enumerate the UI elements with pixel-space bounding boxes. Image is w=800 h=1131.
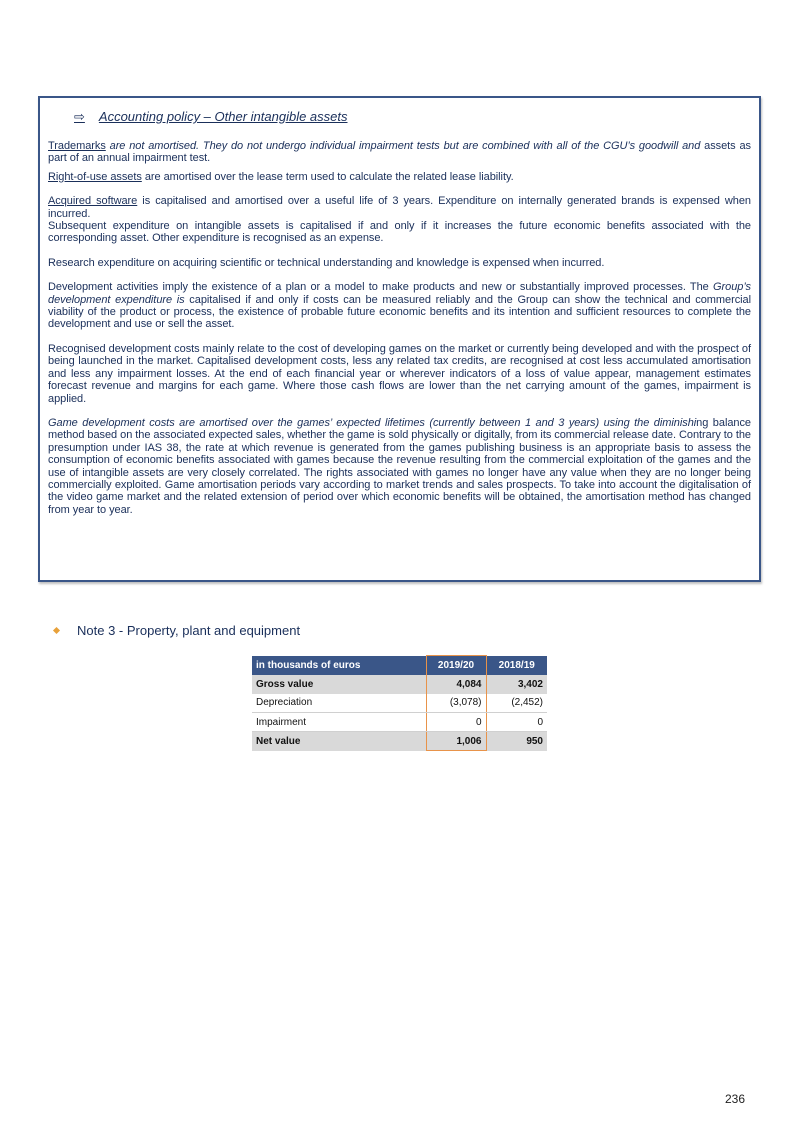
table-row (252, 675, 547, 694)
row-value-2019-20: 4,084 (426, 675, 486, 694)
row-value-2018-19: 0 (486, 713, 547, 732)
trademarks-paragraph (48, 140, 751, 165)
note3-heading (50, 623, 300, 638)
amortisation-rest-text: ng balance method based on the associated expected sales, whether the game is sold physically or digitally, from its commercial release date. Contrary to the presumption under IAS 38, the rate at which revenue is generated from the games publishing business is an appropriate basis to assess the consumption of economic benefits associated with games because the revenue resulting from the commercial exploitation of the games and the use of intangible assets are very closely correlated. The rights associated with games no longer have any value when they are no longer being commercially exploited. Game amortisation periods vary according to market trends and sales prospects. To take into account the digitalisation of the video game market and the related extension of period over which economic benefits will be obtained, the amortisation method has changed from year to year. (48, 416, 751, 516)
table-row (252, 694, 547, 713)
diamond-bullet-icon (53, 627, 60, 634)
table-header-label: in thousands of euros (252, 656, 426, 675)
trademarks-term: Trademarks (48, 140, 106, 152)
development-italic-text: Group’s development expenditure is (48, 281, 751, 306)
row-value-2019-20: (3,078) (426, 694, 486, 713)
table-header-2019-20: 2019/20 (426, 656, 486, 675)
trademarks-rest-text: assets as part of an annual impairment test. (48, 140, 751, 165)
policy-title-text: Accounting policy – Other intangible assets (98, 109, 348, 124)
row-value-2019-20: 0 (426, 713, 486, 732)
row-label: Gross value (252, 675, 426, 694)
amortisation-italic-text: Game development costs are amortised over the games’ expected lifetimes (currently between 1 and 3 years) using the diminishi (48, 416, 697, 429)
page-number: 236 (725, 1092, 746, 1106)
row-label: Net value (252, 732, 426, 751)
recognised-costs-paragraph: Recognised development costs mainly relate to the cost of developing games on the market or currently being developed and with the prospect of being launched in the market. Capitalised development costs, less any related tax credits, are recognised at cost less accumulated amortisation and less any impairment losses. At the end of each financial year or wherever indicators of a loss of value appear, management estimates forecast revenue and margins for each game. Where those cash flows are lower than the net carrying amount of the games, impairment is applied. (48, 342, 751, 405)
row-value-2019-20: 1,006 (426, 732, 486, 751)
development-text-b: capitalised if and only if costs can be measured reliably and the Group can show the technical and commercial viability of the product or process, the existence of probable future economic benefits and its intention and sufficient resources to complete the development and use or sell the asset. (48, 293, 752, 331)
right-of-use-paragraph (48, 171, 751, 183)
policy-title (74, 109, 751, 125)
trademarks-italic-text: are not amortised. They do not undergo individual impairment tests but are combined with all of the CGU’s goodwill and (105, 140, 701, 152)
table-header-2018-19: 2018/19 (486, 656, 547, 675)
ppe-table (252, 655, 547, 751)
accounting-policy-box (38, 96, 761, 582)
software-paragraph (48, 195, 751, 220)
software-term: Acquired software (48, 195, 138, 208)
table-row (252, 732, 547, 751)
development-text-a: Development activities imply the existence of a plan or a model to make products and new or substantially improved processes. The (48, 281, 714, 294)
table-header-row (252, 656, 547, 675)
research-paragraph: Research expenditure on acquiring scientific or technical understanding and knowledge is expensed when incurred. (48, 256, 605, 269)
table-row (252, 713, 547, 732)
note3-heading-text: Note 3 - Property, plant and equipment (77, 623, 301, 638)
row-value-2018-19: (2,452) (486, 694, 547, 713)
right-of-use-text: are amortised over the lease term used to calculate the related lease liability. (141, 170, 514, 183)
row-value-2018-19: 950 (486, 732, 547, 751)
row-label: Depreciation (252, 694, 426, 713)
amortisation-paragraph (48, 417, 751, 516)
subsequent-expenditure-paragraph: Subsequent expenditure on intangible assets is capitalised if and only if it increases the future economic benefits associated with the corresponding asset. Other expenditure is recognised as an expense. (48, 220, 751, 245)
right-of-use-term: Right-of-use assets (48, 170, 142, 183)
arrow-right-icon: ⇨ (74, 109, 85, 124)
development-paragraph (48, 281, 751, 331)
row-value-2018-19: 3,402 (486, 675, 547, 694)
software-text: is capitalised and amortised over a useful life of 3 years. Expenditure on internally generated brands is expensed when incurred. (48, 195, 751, 220)
row-label: Impairment (252, 713, 426, 732)
